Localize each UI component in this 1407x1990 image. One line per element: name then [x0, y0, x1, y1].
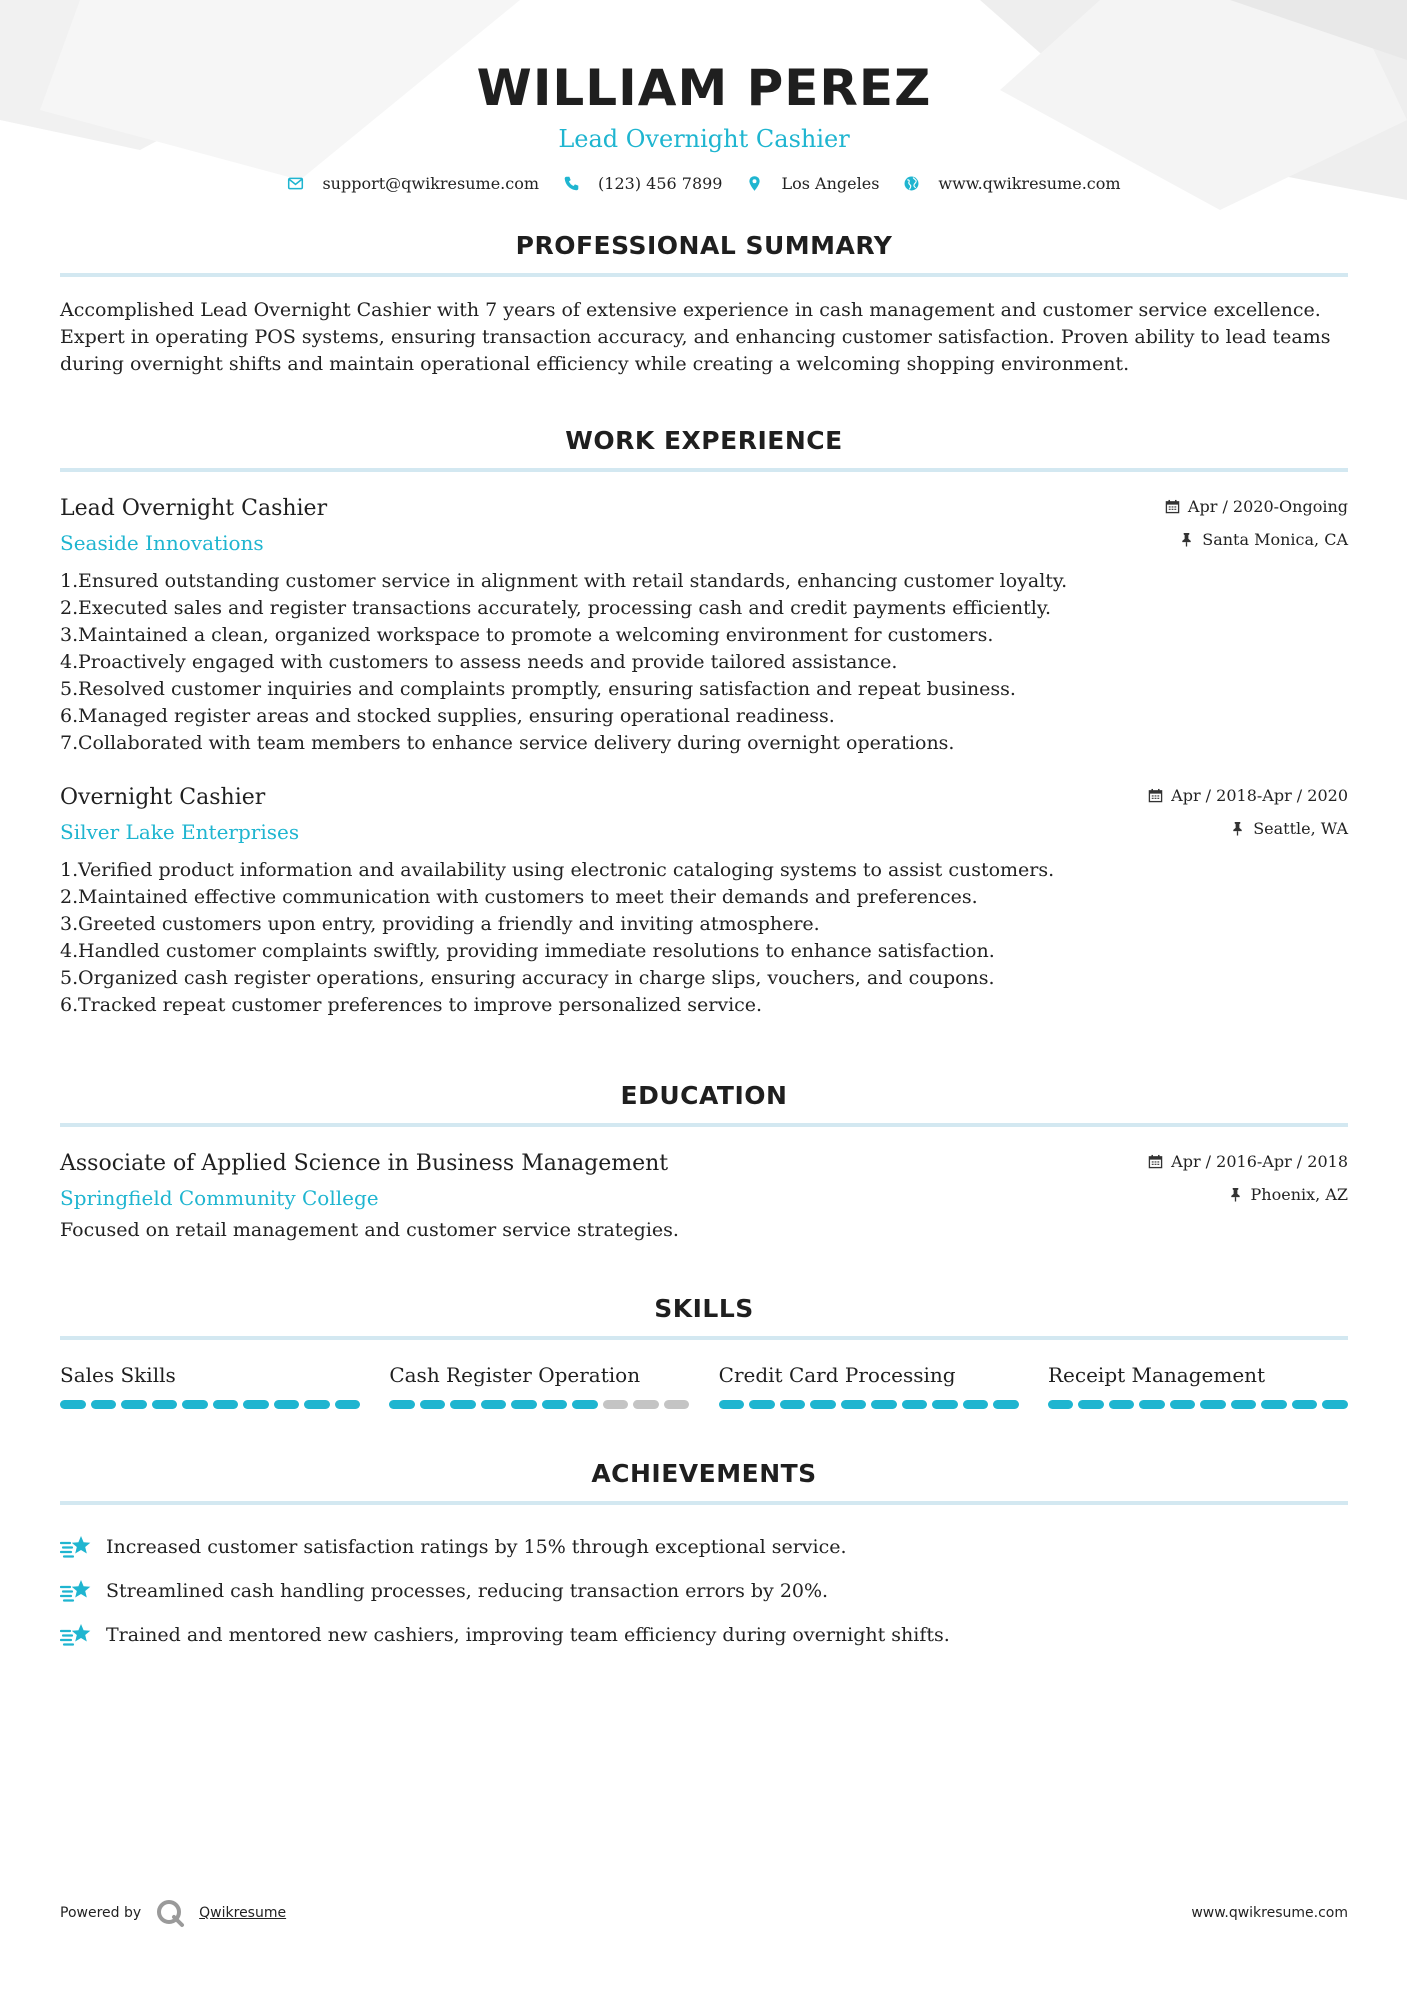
skill-segment-filled	[1048, 1400, 1074, 1409]
achievement-item	[60, 1569, 1348, 1613]
school-name: Springfield Community College	[60, 1186, 379, 1210]
list-item: 4. Proactively engaged with customers to assess needs and provide tailored assistance.	[60, 651, 898, 673]
job-entry	[60, 494, 1348, 757]
skills-section	[60, 1294, 1348, 1409]
education-dates: Apr / 2016-Apr / 2018	[1171, 1151, 1348, 1171]
job-title: Lead Overnight Cashier	[60, 496, 328, 521]
job-location: Santa Monica, CA	[1202, 529, 1348, 549]
skill-segment-filled	[450, 1400, 476, 1409]
list-item: 7. Collaborated with team members to enhance service delivery during overnight operations.	[60, 732, 955, 754]
summary-section	[60, 231, 1348, 378]
skill-item	[60, 1360, 360, 1409]
skill-name: Credit Card Processing	[718, 1363, 956, 1387]
skill-segment-filled	[963, 1400, 989, 1409]
list-item: 3. Greeted customers upon entry, providing a friendly and inviting atmosphere.	[60, 913, 820, 935]
section-title-experience: WORK EXPERIENCE	[565, 426, 843, 455]
job-bullets	[60, 857, 1348, 1019]
section-title-education: EDUCATION	[620, 1081, 788, 1110]
skill-segment-filled	[542, 1400, 568, 1409]
list-item: 6. Managed register areas and stocked supplies, ensuring operational readiness.	[60, 705, 835, 727]
pushpin-icon	[1179, 532, 1194, 547]
list-item: 6. Tracked repeat customer preferences to improve personalized service.	[60, 994, 763, 1016]
job-meta	[1165, 494, 1348, 551]
skill-segment-filled	[810, 1400, 836, 1409]
section-title-summary: PROFESSIONAL SUMMARY	[515, 231, 893, 260]
skill-segment-filled	[420, 1400, 446, 1409]
skill-level-bar	[60, 1400, 360, 1409]
skill-segment-filled	[572, 1400, 598, 1409]
phone-text: (123) 456 7899	[598, 174, 723, 193]
page-footer	[60, 1898, 1348, 1928]
job-bullets	[60, 568, 1348, 757]
skill-segment-filled	[274, 1400, 300, 1409]
job-dates: Apr / 2020-Ongoing	[1187, 496, 1348, 516]
list-item: 1. Verified product information and availability using electronic cataloging systems to assist customers.	[60, 859, 1055, 881]
skill-segment-filled	[1109, 1400, 1135, 1409]
pushpin-icon	[1228, 1187, 1243, 1202]
list-item: 5. Organized cash register operations, ensuring accuracy in charge slips, vouchers, and coupons.	[60, 967, 995, 989]
skill-segment-filled	[1261, 1400, 1287, 1409]
globe-icon	[903, 175, 920, 192]
skill-segment-filled	[121, 1400, 147, 1409]
list-item: 3. Maintained a clean, organized workspace to promote a welcoming environment for customers.	[60, 624, 994, 646]
skill-level-bar	[719, 1400, 1019, 1409]
skill-segment-empty	[664, 1400, 690, 1409]
skill-name: Receipt Management	[1047, 1363, 1266, 1387]
calendar-icon	[1165, 499, 1180, 514]
shooting-star-icon	[60, 1620, 94, 1650]
skill-item	[389, 1360, 689, 1409]
skill-segment-filled	[1139, 1400, 1165, 1409]
skill-segment-filled	[389, 1400, 415, 1409]
achievement-text: Trained and mentored new cashiers, improving team efficiency during overnight shifts.	[106, 1624, 950, 1646]
contact-bar	[60, 174, 1348, 193]
powered-by-label: Powered by	[60, 1905, 142, 1921]
list-item: 1. Ensured outstanding customer service in alignment with retail standards, enhancing customer loyalty.	[60, 570, 1068, 592]
skill-segment-filled	[1231, 1400, 1257, 1409]
education-location: Phoenix, AZ	[1250, 1184, 1348, 1204]
skill-segment-empty	[633, 1400, 659, 1409]
skill-segment-filled	[243, 1400, 269, 1409]
skill-segment-filled	[780, 1400, 806, 1409]
contact-website[interactable]	[903, 174, 1120, 193]
skill-segment-filled	[749, 1400, 775, 1409]
list-item: 2. Maintained effective communication with customers to meet their demands and preferences.	[60, 886, 978, 908]
skills-list	[60, 1360, 1348, 1409]
list-item: 4. Handled customer complaints swiftly, providing immediate resolutions to enhance satisfaction.	[60, 940, 995, 962]
skill-level-bar	[1048, 1400, 1348, 1409]
skill-segment-filled	[841, 1400, 867, 1409]
skill-item	[719, 1360, 1019, 1409]
list-item: 2. Executed sales and register transactions accurately, processing cash and credit payments efficiently.	[60, 597, 1052, 619]
skill-segment-filled	[993, 1400, 1019, 1409]
skill-segment-filled	[1170, 1400, 1196, 1409]
section-divider	[60, 273, 1348, 277]
contact-email[interactable]	[287, 174, 539, 193]
skill-segment-empty	[603, 1400, 629, 1409]
company-name: Silver Lake Enterprises	[60, 820, 300, 844]
website-text: www.qwikresume.com	[938, 174, 1121, 193]
section-title-skills: SKILLS	[654, 1294, 754, 1323]
achievements-list	[60, 1525, 1348, 1657]
skill-segment-filled	[719, 1400, 745, 1409]
map-pin-icon	[746, 175, 763, 192]
envelope-icon	[287, 175, 304, 192]
degree-title: Associate of Applied Science in Business Management	[60, 1151, 669, 1176]
candidate-title: Lead Overnight Cashier	[558, 125, 850, 153]
section-title-achievements: ACHIEVEMENTS	[591, 1459, 817, 1488]
job-entry	[60, 783, 1348, 1019]
skill-segment-filled	[1292, 1400, 1318, 1409]
section-divider	[60, 1501, 1348, 1505]
calendar-icon	[1148, 1154, 1163, 1169]
skill-segment-filled	[511, 1400, 537, 1409]
experience-section	[60, 426, 1348, 1019]
skill-level-bar	[389, 1400, 689, 1409]
skill-segment-filled	[1200, 1400, 1226, 1409]
job-meta	[1148, 783, 1348, 840]
resume-page	[60, 0, 1348, 1657]
skill-segment-filled	[871, 1400, 897, 1409]
list-item: 5. Resolved customer inquiries and complaints promptly, ensuring satisfaction and repeat business.	[60, 678, 1016, 700]
achievement-text: Streamlined cash handling processes, reducing transaction errors by 20%.	[106, 1580, 829, 1602]
summary-text: Accomplished Lead Overnight Cashier with 7 years of extensive experience in cash management and customer service excellence. Expert in operating POS systems, ensuring transaction accuracy, and enhancing customer satisfaction. Proven ability to lead teams during overnight shifts and maintain operational efficiency while creating a welcoming shopping environment.	[60, 299, 1331, 375]
section-divider	[60, 1123, 1348, 1127]
education-entry	[60, 1149, 1348, 1213]
brand-link[interactable]: Qwikresume	[199, 1905, 287, 1921]
job-location: Seattle, WA	[1253, 818, 1348, 838]
achievement-text: Increased customer satisfaction ratings by 15% through exceptional service.	[106, 1536, 847, 1558]
skill-name: Sales Skills	[60, 1363, 176, 1387]
education-meta	[1148, 1149, 1348, 1206]
skill-segment-filled	[182, 1400, 208, 1409]
achievement-item	[60, 1613, 1348, 1657]
section-divider	[60, 1336, 1348, 1340]
skill-segment-filled	[932, 1400, 958, 1409]
shooting-star-icon	[60, 1576, 94, 1606]
achievements-section	[60, 1459, 1348, 1657]
achievement-item	[60, 1525, 1348, 1569]
job-dates: Apr / 2018-Apr / 2020	[1171, 785, 1348, 805]
skill-segment-filled	[335, 1400, 361, 1409]
contact-phone[interactable]	[563, 174, 722, 193]
job-title: Overnight Cashier	[60, 785, 266, 810]
shooting-star-icon	[60, 1532, 94, 1562]
pushpin-icon	[1230, 821, 1245, 836]
resume-header	[60, 0, 1348, 193]
email-text: support@qwikresume.com	[322, 174, 540, 193]
skill-segment-filled	[304, 1400, 330, 1409]
candidate-name: WILLIAM PEREZ	[476, 59, 932, 117]
skill-name: Cash Register Operation	[389, 1363, 641, 1387]
phone-icon	[563, 175, 580, 192]
skill-segment-filled	[152, 1400, 178, 1409]
skill-item	[1048, 1360, 1348, 1409]
education-section	[60, 1081, 1348, 1244]
skill-segment-filled	[902, 1400, 928, 1409]
powered-by	[60, 1898, 286, 1928]
skill-segment-filled	[1078, 1400, 1104, 1409]
company-name: Seaside Innovations	[60, 531, 264, 555]
skill-segment-filled	[91, 1400, 117, 1409]
skill-segment-filled	[213, 1400, 239, 1409]
qwikresume-logo-icon	[155, 1898, 185, 1928]
skill-segment-filled	[1322, 1400, 1348, 1409]
footer-website[interactable]: www.qwikresume.com	[1191, 1905, 1348, 1921]
education-description: Focused on retail management and customer service strategies.	[60, 1219, 679, 1241]
contact-location	[746, 174, 879, 193]
calendar-icon	[1148, 788, 1163, 803]
skill-segment-filled	[60, 1400, 86, 1409]
location-text: Los Angeles	[781, 174, 880, 193]
section-divider	[60, 468, 1348, 472]
skill-segment-filled	[481, 1400, 507, 1409]
